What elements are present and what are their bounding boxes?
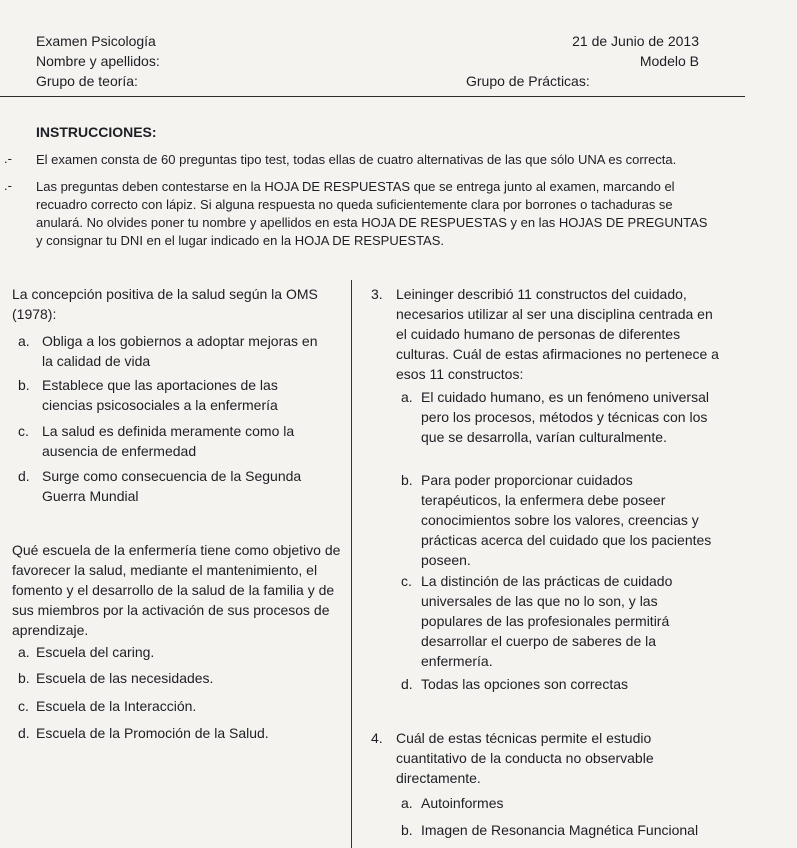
exam-model: Modelo B — [639, 53, 699, 69]
option-letter: d. — [401, 676, 413, 692]
question-1-option-c — [18, 421, 328, 461]
name-label: Nombre y apellidos: — [36, 53, 160, 69]
option-letter: c. — [18, 423, 29, 439]
option-letter: a. — [18, 333, 30, 349]
question-4-number: 4. — [371, 730, 383, 746]
question-1-option-a — [18, 331, 328, 371]
question-1-text: La concepción positiva de la salud según la OMS (1978): — [12, 286, 318, 322]
question-1-option-b — [18, 375, 328, 415]
question-4-text: Cuál de estas técnicas permite el estudio cuantitativo de la conducta no observable directamente. — [396, 730, 654, 786]
option-text: Escuela de la Interacción. — [36, 698, 197, 714]
option-letter: b. — [18, 377, 30, 393]
header-left — [36, 31, 160, 91]
option-text: La distinción de las prácticas de cuidado universales de las que no lo son, y las populares de las profesionales permitirá desarrollar el cuerpo de saberes de la enfermería. — [421, 573, 673, 669]
question-3-option-c — [401, 571, 716, 671]
theory-group-label: Grupo de teoría: — [36, 73, 138, 89]
option-text: Obliga a los gobiernos a adoptar mejoras en la calidad de vida — [42, 333, 318, 369]
question-2-option-b — [18, 668, 328, 688]
option-letter: a. — [401, 795, 413, 811]
header-right — [572, 31, 699, 71]
option-letter: a. — [401, 389, 413, 405]
option-letter: b. — [18, 670, 30, 686]
option-text: Escuela del caring. — [36, 644, 155, 660]
option-text: Todas las opciones son correctas — [421, 676, 628, 692]
question-4-option-a — [401, 793, 716, 813]
question-2-text: Qué escuela de la enfermería tiene como objetivo de favorecer la salud, mediante el mantenimiento, el fomento y el desarrollo de la salud de la familia y de sus miembros por la activación de sus procesos de aprendizaje. — [12, 542, 341, 638]
practice-group-label: Grupo de Prácticas: — [466, 73, 590, 89]
question-3-number: 3. — [371, 286, 383, 302]
instruction-1: El examen consta de 60 preguntas tipo test, todas ellas de cuatro alternativas de las que sólo UNA es correcta. — [36, 152, 677, 167]
exam-title: Examen Psicología — [36, 33, 156, 49]
option-letter: d. — [18, 725, 30, 741]
question-3-option-a — [401, 387, 716, 447]
option-text: Establece que las aportaciones de las ciencias psicosociales a la enfermería — [42, 377, 278, 413]
question-3-text: Leininger describió 11 constructos del cuidado, necesarios utilizar al ser una disciplina centrada en el cuidado humano de personas de diferentes culturas. Cuál de estas afirmaciones no pertenece a esos 11 constructos: — [396, 286, 719, 382]
option-text: La salud es definida meramente como la ausencia de enfermedad — [42, 423, 295, 459]
instruction-2: Las preguntas deben contestarse en la HOJA DE RESPUESTAS que se entrega junto al examen, marcando el recuadro correcto con lápiz. Si alguna respuesta no queda suficientemente clara por borrones o tachaduras se anulará. No olvides poner tu nombre y apellidos en esta HOJA DE RESPUESTAS y en las HOJAS DE PREGUNTAS y consignar tu DNI en el lugar indicado en la HOJA DE RESPUESTAS. — [36, 179, 708, 248]
option-letter: b. — [401, 822, 413, 838]
option-letter: a. — [18, 644, 30, 660]
question-2-option-a — [18, 642, 328, 662]
option-letter: b. — [401, 472, 413, 488]
instruction-bullet: .- — [4, 151, 12, 166]
option-text: El cuidado humano, es un fenómeno universal pero los procesos, métodos y técnicas con los que se desarrolla, varían culturalmente. — [421, 389, 709, 445]
header-divider — [0, 96, 745, 97]
question-3-option-d — [401, 674, 716, 694]
option-letter: d. — [18, 468, 30, 484]
option-text: Autoinformes — [421, 795, 504, 811]
option-text: Para poder proporcionar cuidados terapéuticos, la enfermera debe poseer conocimientos sobre los valores, creencias y prácticas acerca del cuidado que los pacientes poseen. — [421, 472, 712, 568]
column-divider — [351, 280, 352, 848]
option-text: Imagen de Resonancia Magnética Funcional — [421, 822, 699, 838]
option-text: Surge como consecuencia de la Segunda Guerra Mundial — [42, 468, 302, 504]
option-letter: c. — [401, 573, 412, 589]
question-1-option-d — [18, 466, 328, 506]
question-2-option-c — [18, 696, 328, 716]
option-letter: c. — [18, 698, 29, 714]
instruction-bullet: .- — [4, 178, 12, 193]
question-3-option-b — [401, 470, 716, 570]
option-text: Escuela de las necesidades. — [36, 670, 214, 686]
instructions-title: INSTRUCCIONES: — [36, 124, 157, 140]
exam-date: 21 de Junio de 2013 — [572, 33, 699, 49]
option-text: Escuela de la Promoción de la Salud. — [36, 725, 269, 741]
question-4-option-b — [401, 820, 716, 840]
question-2-option-d — [18, 723, 328, 743]
